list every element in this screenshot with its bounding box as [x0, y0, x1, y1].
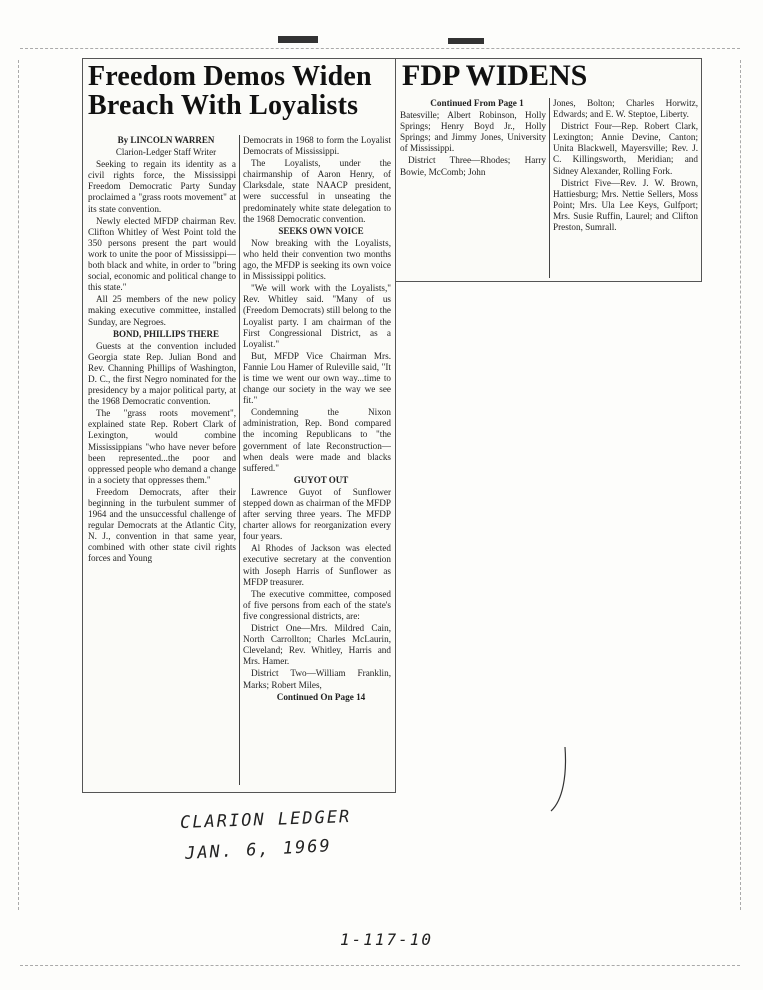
paragraph: District Three—Rhodes; Harry Bowie, McComb; John	[400, 155, 546, 177]
byline: By LINCOLN WARREN	[117, 135, 215, 145]
subheading: GUYOT OUT	[293, 474, 349, 485]
left-article-column-1	[88, 135, 236, 665]
paragraph: "We will work with the Loyalists," Rev. Whitley said. "Many of us (Freedom Democrats) still belong to the Loyalist party. I am chairman of the First Congressional District, as a Loyalist."	[243, 283, 391, 349]
scan-margin-line	[18, 60, 19, 910]
paragraph: District Four—Rep. Robert Clark, Lexington; Annie Devine, Canton; Unita Blackwell, Mayersville; Rev. J. C. Killingsworth, Meridian; and Sidney Alexander, Rolling Fork.	[553, 121, 698, 176]
paragraph: Freedom Democrats, after their beginning in the turbulent summer of 1964 and the unsuccessful challenge of regular Democrats at the Atlantic City, N. J., convention in that same year, combined with other state civil rights forces and Young	[88, 486, 236, 564]
column-rule	[549, 98, 550, 278]
scan-margin-line	[740, 60, 741, 910]
tape-mark	[278, 36, 318, 43]
paragraph: But, MFDP Vice Chairman Mrs. Fannie Lou Hamer of Ruleville said, "It is time we went our own way...time to change our society in the way we see fit."	[243, 350, 391, 406]
paragraph: Guests at the convention included Georgia state Rep. Julian Bond and Rev. Channing Phillips of Washington, D. C., the first Negro nominated for the presidency by a major political party, at the 1968 Democratic convention.	[88, 340, 236, 407]
paragraph: The executive committee, composed of five persons from each of the state's five congressional districts, are:	[243, 588, 391, 621]
paragraph: Lawrence Guyot of Sunflower stepped down as chairman of the MFDP after serving three years. The MFDP charter allows for reorganization every four years.	[243, 486, 391, 542]
paragraph: District Two—William Franklin, Marks; Robert Miles,	[243, 668, 391, 690]
paragraph: The Loyalists, under the chairmanship of Aaron Henry, of Clarksdale, state NAACP president, were successful in unseating the predominately white state delegation to the 1968 Democratic convention.	[243, 158, 391, 224]
left-article-column-2	[243, 135, 391, 790]
pencil-stroke-icon	[545, 745, 575, 815]
paragraph: Seeking to regain its identity as a civil rights force, the Mississippi Freedom Democratic Party Sunday proclaimed a "grass roots movement" at its state convention.	[88, 159, 236, 214]
column-rule	[239, 135, 240, 785]
handwritten-date: JAN. 6, 1969	[184, 836, 333, 864]
paragraph: Democrats in 1968 to form the Loyalist Democrats of Mississippi.	[243, 135, 391, 157]
handwritten-file-number: 1-117-10	[340, 930, 434, 949]
paragraph: The "grass roots movement", explained state Rep. Robert Clark of Lexington, would combine Mississippians "who have never before been represented...the poor and oppressed people who demand a change in a society that oppresses them."	[88, 408, 236, 485]
paragraph: District Five—Rev. J. W. Brown, Hattiesburg; Mrs. Nettie Sellers, Moss Point; Mrs. Ula Lee Keys, Gulfport; Mrs. Susie Ruffin, Laurel; and Clifton Preston, Sumrall.	[553, 177, 698, 233]
paragraph: Al Rhodes of Jackson was elected executive secretary at the convention with Joseph Harris of Sunflower as MFDP treasurer.	[243, 543, 391, 587]
subheading: BOND, PHILLIPS THERE	[112, 328, 220, 339]
continued-from: Continued From Page 1	[430, 98, 524, 108]
tape-mark	[448, 38, 484, 44]
paragraph: Condemning the Nixon administration, Rep. Bond compared the incoming Republicans to "the government of late Reconstruction—when deals were made and blacks suffered."	[243, 407, 391, 473]
right-article-column-1	[400, 98, 546, 198]
paragraph: Jones, Bolton; Charles Horwitz, Edwards; and E. W. Steptoe, Liberty.	[553, 98, 698, 120]
scan-top-line	[20, 48, 740, 49]
paragraph: Batesville; Albert Robinson, Holly Springs; Henry Boyd Jr., Holly Springs; and Jimmy Jones, University of Mississippi.	[400, 110, 546, 154]
scan-bottom-line	[20, 965, 740, 966]
right-headline: FDP WIDENS	[402, 59, 588, 92]
paragraph: All 25 members of the new policy making executive committee, installed Sunday, are Negroes.	[88, 294, 236, 327]
paragraph: Now breaking with the Loyalists, who held their convention two months ago, the MFDP is seeking its own voice in Mississippi politics.	[243, 237, 391, 282]
subheading: SEEKS OWN VOICE	[278, 225, 364, 236]
staff-writer: Clarion-Ledger Staff Writer	[115, 147, 217, 158]
right-article-column-2	[553, 98, 698, 278]
left-headline: Freedom Demos Widen Breach With Loyalists	[88, 61, 372, 122]
continued-on: Continued On Page 14	[276, 691, 366, 702]
paragraph: District One—Mrs. Mildred Cain, North Carrollton; Charles McLaurin, Cleveland; Rev. Whitley, Harris and Mrs. Hamer.	[243, 623, 391, 667]
paragraph: Newly elected MFDP chairman Rev. Clifton Whitley of West Point told the 350 persons present the part would work to unite the poor of Mississippi—both black and white, in order to "bring social, economic and political change to this state."	[88, 215, 236, 293]
handwritten-source: CLARION LEDGER	[179, 807, 352, 833]
